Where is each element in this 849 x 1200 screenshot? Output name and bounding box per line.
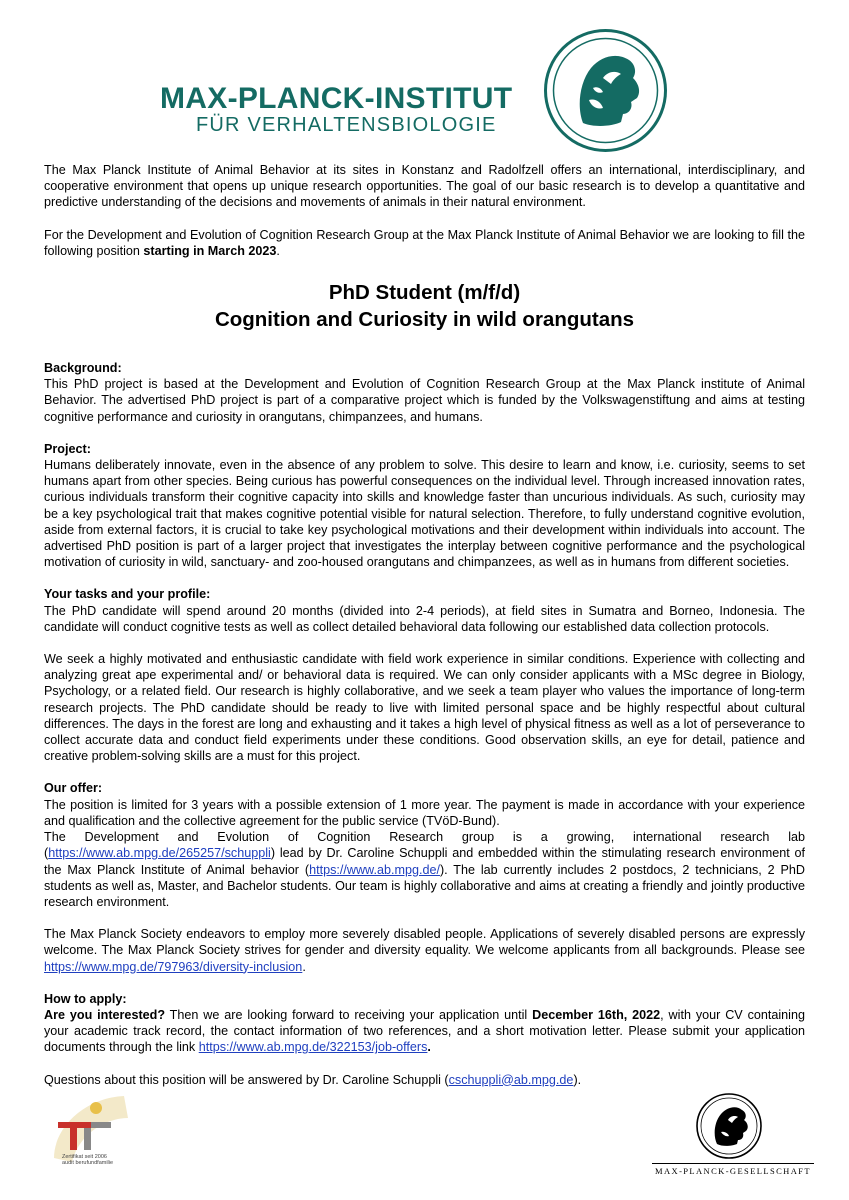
- posting-content: [44, 162, 805, 1088]
- mpg-society-label: MAX-PLANCK-GESELLSCHAFT: [652, 1163, 814, 1176]
- diversity-link[interactable]: https://www.mpg.de/797963/diversity-inclusion: [44, 959, 303, 974]
- audit-line-2: audit berufundfamilie: [62, 1160, 114, 1166]
- intro-text: For the Development and Evolution of Cognition Research Group at the Max Planck Institute of Animal Behavior we are looking to fill the following position: [44, 227, 805, 258]
- contact-email-link[interactable]: cschuppli@ab.mpg.de: [448, 1072, 574, 1087]
- project-text: Humans deliberately innovate, even in the absence of any problem to solve. This desire to learn and know, i.e. curiosity, seems to set humans apart from other species. Being curious has powerful consequences on the individual level. Through increased innovation rates, curious individuals transform their cognitive capacity into skills and knowledge faster than uncurious individuals. As such, curiosity may be a key psychological trait that makes cognitive potential visible for natural selection. Therefore, to fully understand cognitive evolution, aside from external factors, it is crucial to take key psychological motivations and their development within individuals into account. The advertised PhD position is part of a larger project that investigates the interplay between cognitive performance and the psychological motivation of curiosity in wild, sanctuary- and zoo-housed orangutans and chimpanzees, as well as in humans from different societies.: [44, 458, 805, 570]
- title-line-1: PhD Student (m/f/d): [328, 281, 521, 305]
- apply-text-1: Then we are looking forward to receiving your application until: [165, 1007, 533, 1022]
- apply-text-2: , with your CV containing your academic track record, the contact information of two references, and a short motivation letter. Please submit your application documents through the link: [44, 1007, 805, 1055]
- position-title: [44, 279, 805, 333]
- start-date: starting in March 2023: [143, 243, 277, 258]
- apply-heading: How to apply:: [44, 991, 127, 1006]
- job-offers-link[interactable]: https://www.ab.mpg.de/322153/job-offers: [198, 1040, 428, 1055]
- tasks-paragraph-2: We seek a highly motivated and enthusiastic candidate with field work experience in similar conditions. Experience with collecting and analyzing great ape experimental and/ or behavioral data is required. We can only consider applicants with a MSc degree in Biology, Psychology, or a related field. Our research is highly collaborative, and we seek a team player who values the importance of long-term research projects. The PhD candidate should be ready to live with limited personal space and be highly respectful about cultural differences. The days in the forest are long and exhausting and it takes a high level of physical fitness as well as a lot of perseverance to collect accurate data and conduct field experiments under these conditions. Good observation skills, an eye for detail, patience and creative problem-solving skills are a must for this project.: [44, 652, 805, 764]
- project-heading: Project:: [44, 441, 91, 456]
- intro-end: .: [276, 243, 280, 258]
- intro-paragraph-2: [44, 227, 805, 259]
- background-text: This PhD project is based at the Development and Evolution of Cognition Research Group at the Max Planck institute of Animal Behavior. The advertised PhD project is part of a comparative project which is funded by the Volkswagenstiftung and aims at testing cognitive performance and curiosity in orangutans, chimpanzees, and humans.: [44, 377, 805, 424]
- tasks-paragraph-1: The PhD candidate will spend around 20 months (divided into 2-4 periods), at field sites in Sumatra and Borneo, Indonesia. The candidate will conduct cognitive tests as well as collect detailed behavioral data following our established data collection protocols.: [44, 603, 805, 634]
- offer-text-a: The Development and Evolution of Cognition Research group is a growing, international research lab (: [44, 830, 805, 861]
- audit-line-1: Zertifikat seit 2006: [62, 1154, 107, 1160]
- deadline: December 16th, 2022: [532, 1007, 661, 1022]
- offer-text-c: ). The lab currently includes 2 postdocs, 2 technicians, 2 PhD students as well as, Master, and Bachelor students. Our team is highly collaborative and aims at creating a friendly and jointly productive research environment.: [44, 862, 805, 909]
- mpg-minerva-icon: [695, 1092, 763, 1160]
- apply-paragraph: [44, 1007, 805, 1056]
- apply-question: Are you interested?: [44, 1007, 166, 1022]
- institute-name: MAX-PLANCK-INSTITUT: [160, 82, 513, 115]
- questions-end: ).: [573, 1072, 582, 1087]
- header: [0, 0, 849, 150]
- audit-caption: [62, 1154, 132, 1166]
- apply-end: .: [427, 1040, 431, 1055]
- title-line-2: Cognition and Curiosity in wild orangutans: [214, 308, 635, 332]
- intro-paragraph-1: The Max Planck Institute of Animal Behavior at its sites in Konstanz and Radolfzell offers an international, interdisciplinary, and cooperative environment that opens up unique research opportunities. The goal of our basic research is to develop a quantitative and predictive understanding of the decisions and movements of animals in their natural environment.: [44, 163, 805, 210]
- offer-text-b: ) lead by Dr. Caroline Schuppli and embedded within the stimulating research environment of the Max Planck Institute of Animal behavior (: [44, 846, 805, 877]
- background-heading: Background:: [44, 361, 122, 376]
- offer-paragraph-1: The position is limited for 3 years with a possible extension of 1 more year. The payment is made in accordance with your experience and qualification and the collective agreement for the public service (TVöD-Bund).: [44, 797, 805, 828]
- lab-link[interactable]: https://www.ab.mpg.de/265257/schuppli: [48, 846, 271, 861]
- offer-heading: Our offer:: [44, 781, 103, 796]
- questions-text: Questions about this position will be answered by Dr. Caroline Schuppli (: [44, 1072, 449, 1087]
- institute-link[interactable]: https://www.ab.mpg.de/: [309, 862, 440, 877]
- offer-paragraph-3: [44, 926, 805, 975]
- tasks-heading: Your tasks and your profile:: [44, 587, 211, 602]
- diversity-text: The Max Planck Society endeavors to employ more severely disabled people. Applications of severely disabled persons are expressly welcome. The Max Planck Society strives for gender and diversity equality. We welcome applicants from all backgrounds. Please see: [44, 927, 805, 958]
- institute-subtitle: FÜR VERHALTENSBIOLOGIE: [196, 114, 497, 136]
- diversity-end: .: [302, 959, 306, 974]
- offer-paragraph-2: [44, 829, 805, 910]
- minerva-emblem-icon: [543, 28, 668, 153]
- questions-paragraph: [44, 1072, 805, 1088]
